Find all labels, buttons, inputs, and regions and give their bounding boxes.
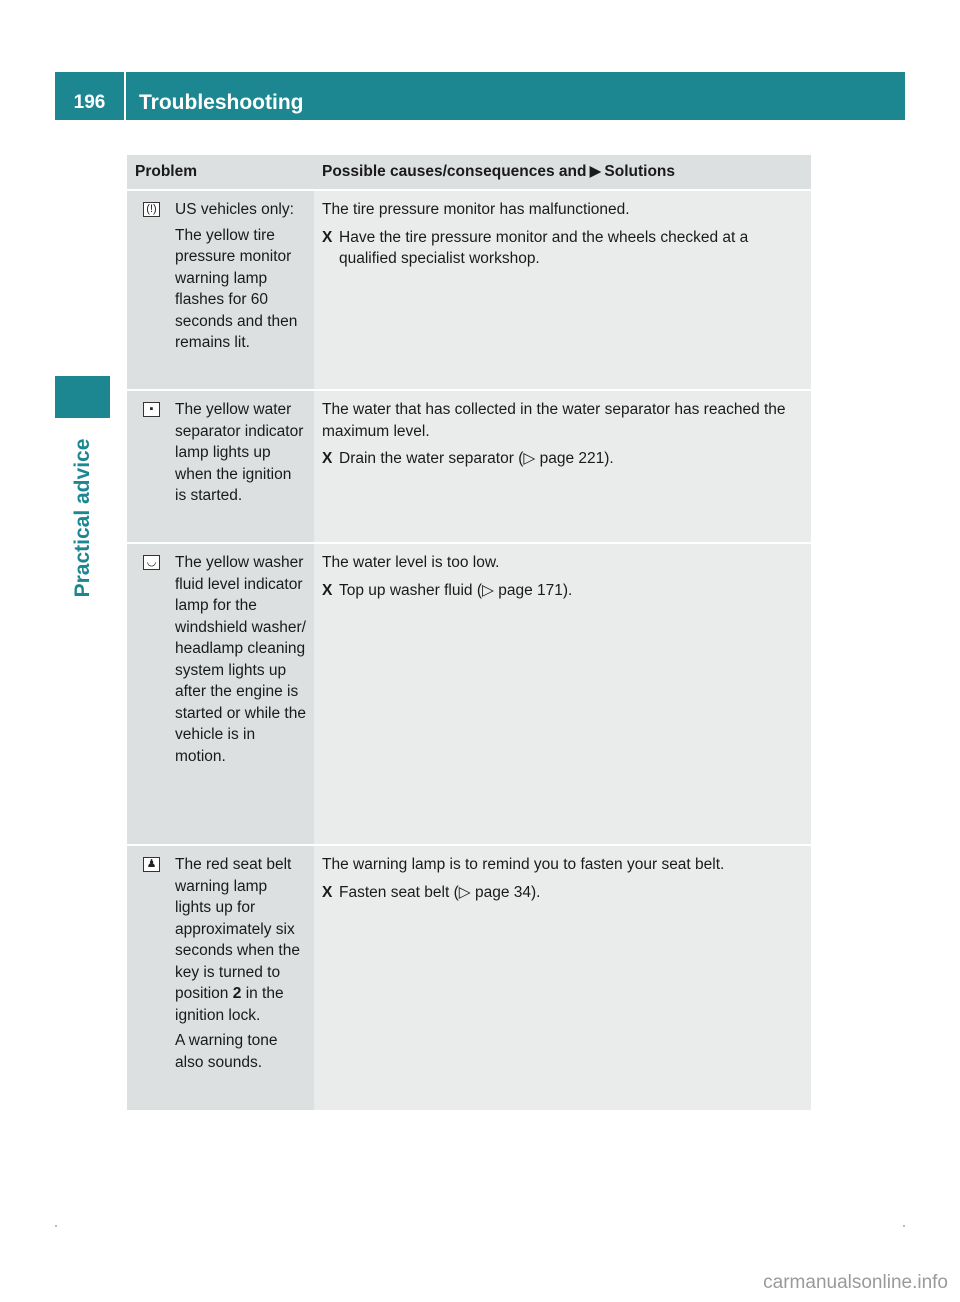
problem-cell — [127, 543, 314, 845]
problem-cell — [127, 390, 314, 543]
problem-text — [175, 854, 306, 1026]
problem-cell — [127, 190, 314, 390]
page-number: 196 — [55, 72, 126, 120]
step-arrow-icon: X — [322, 883, 333, 901]
table-row — [127, 543, 811, 845]
solution-step: Drain the water separator (▷ page 221). — [339, 450, 614, 467]
washer-fluid-icon: ◡ — [143, 555, 160, 570]
side-tab-marker — [55, 376, 110, 418]
solution-cell — [314, 543, 811, 845]
tire-pressure-warning-icon: (!) — [143, 202, 160, 217]
problem-text-post: in the ignition lock. — [175, 985, 284, 1024]
side-label — [55, 426, 110, 610]
arrow-right-icon: ▶ — [589, 163, 602, 181]
problem-text-extra: A warning tone also sounds. — [175, 1032, 278, 1071]
seat-belt-icon: ♟ — [143, 857, 160, 872]
troubleshooting-table — [127, 155, 811, 1110]
crop-mark — [903, 1225, 905, 1227]
col-header-solutions — [314, 155, 811, 190]
cause-text: The water level is too low. — [322, 554, 500, 571]
page-header — [55, 72, 905, 120]
cause-text: The water that has collected in the water separator has reached the maximum level. — [322, 401, 786, 440]
solution-step: Fasten seat belt (▷ page 34). — [339, 883, 541, 901]
table-row — [127, 845, 811, 1110]
table-row — [127, 390, 811, 543]
problem-text: The yellow tire pressure monitor warning lamp flashes for 60 seconds and then remains lit. — [175, 226, 298, 351]
table-header-row — [127, 155, 811, 190]
problem-text-position: 2 — [232, 985, 242, 1002]
solution-step: Have the tire pressure monitor and the wheels checked at a qualified specialist workshop. — [339, 228, 749, 267]
solution-cell — [314, 845, 811, 1110]
col-header-solutions-post: Solutions — [604, 163, 676, 181]
problem-text-pre: The red seat belt warning lamp lights up for approximately six seconds when the key is turned to position — [175, 856, 300, 1002]
col-header-problem: Problem — [127, 155, 314, 190]
table-row — [127, 190, 811, 390]
solution-cell — [314, 390, 811, 543]
side-label-text: Practical advice — [70, 438, 94, 598]
section-title: Troubleshooting — [139, 91, 304, 114]
water-separator-icon: ▪ — [143, 402, 160, 417]
cause-text: The warning lamp is to remind you to fasten your seat belt. — [322, 856, 725, 873]
solution-cell — [314, 190, 811, 390]
crop-mark — [55, 1225, 57, 1227]
step-arrow-icon: X — [322, 450, 333, 467]
step-arrow-icon: X — [322, 581, 333, 599]
watermark: carmanualsonline.info — [763, 1272, 948, 1293]
solution-step: Top up washer fluid (▷ page 171). — [339, 581, 573, 599]
col-header-solutions-pre: Possible causes/consequences and — [322, 163, 587, 181]
problem-text: The yellow washer fluid level indicator lamp for the windshield washer/ headlamp cleaning system lights up after the engine is started or while the vehicle is in motion. — [175, 554, 306, 765]
cause-text: The tire pressure monitor has malfunctioned. — [322, 201, 630, 218]
problem-text: The yellow water separator indicator lamp lights up when the ignition is started. — [175, 401, 304, 504]
step-arrow-icon: X — [322, 228, 333, 246]
problem-cell — [127, 845, 314, 1110]
problem-text: US vehicles only: — [175, 201, 294, 218]
